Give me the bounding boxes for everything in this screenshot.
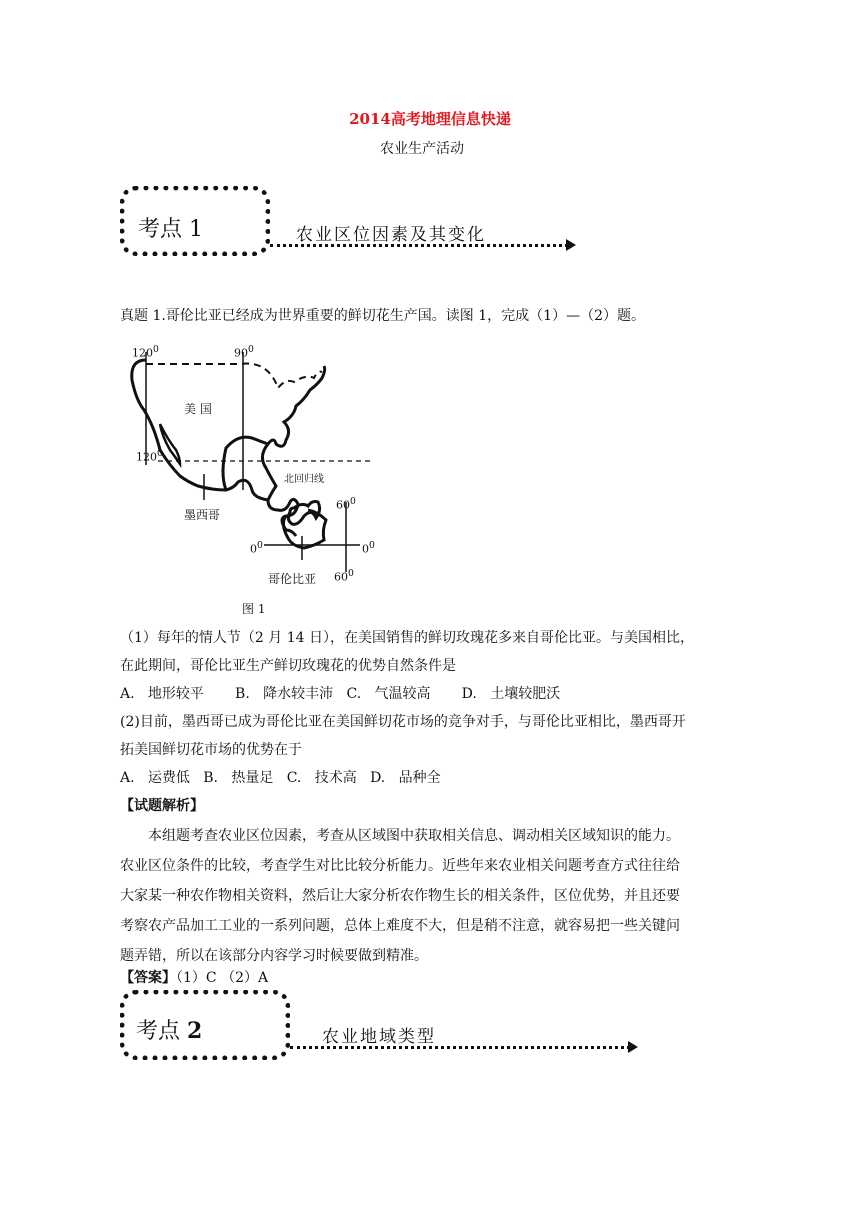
kaodian-2-label: [136, 1014, 202, 1045]
q2-options: A. 运费低 B. 热量足 C. 技术高 D. 品种全: [120, 770, 441, 786]
map-figure: [118, 340, 388, 600]
analysis-line-2: 农业区位条件的比较，考查学生对比比较分析能力。近些年来农业相关问题考查方式往往给: [120, 858, 680, 874]
q1-line-1: （1）每年的情人节（2 月 14 日），在美国销售的鲜切玫瑰花多来自哥伦比亚。与美国相比，: [120, 630, 694, 646]
kaodian-2-arrow-line: [290, 1046, 630, 1049]
kaodian-1-label-num: 1: [189, 217, 204, 242]
kaodian-2-arrow-head-icon: [628, 1041, 638, 1053]
page-subtitle: 农业生产活动: [380, 141, 464, 157]
answer-row: [120, 964, 268, 992]
kaodian-1-arrow-line: [270, 244, 568, 247]
q2-line-2: 拓美国鲜切花市场的优势在于: [120, 742, 302, 758]
q2-line-1: (2)目前，墨西哥已成为哥伦比亚在美国鲜切花市场的竞争对手，与哥伦比亚相比，墨西哥开: [120, 714, 686, 730]
analysis-line-1: 本组题考查农业区位因素，考查从区域图中获取相关信息、调动相关区域知识的能力。: [148, 828, 680, 844]
map-label-mexico: 墨西哥: [184, 508, 221, 522]
baja-california: [160, 424, 180, 464]
analysis-line-3: 大家某一种农作物相关资料，然后让大家分析农作物生长的相关条件，区位优势，并且还要: [120, 888, 680, 904]
map-label-0-left: $0^0$: [250, 540, 263, 556]
analysis-heading: 【试题解析】: [120, 798, 204, 814]
kaodian-1-arrow-head-icon: [566, 239, 576, 251]
kaodian-1-label-text: 考点: [138, 217, 183, 242]
map-label-120-top: $120^0$: [132, 344, 159, 360]
q1-options: A. 地形较平 B. 降水较丰沛 C. 气温较高 D. 土壤较肥沃: [120, 686, 561, 702]
analysis-line-5: 题弄错，所以在该部分内容学习时候要做到精准。: [120, 948, 428, 964]
q1-line-2: 在此期间，哥伦比亚生产鲜切玫瑰花的优势自然条件是: [120, 658, 456, 674]
map-label-tropic: 北回归线: [284, 474, 324, 485]
map-label-120-lat: $120^0$: [136, 448, 163, 464]
figure-caption: 图 1: [242, 602, 266, 616]
map-label-60-bottom: $60^0$: [334, 568, 354, 584]
kaodian-1-heading: 农业区位因素及其变化: [296, 225, 486, 245]
answer-value: （1）C （2）A: [176, 970, 269, 986]
map-label-0-right: $0^0$: [362, 540, 375, 556]
map-label-colombia: 哥伦比亚: [268, 572, 317, 586]
kaodian-1-label: [138, 212, 203, 243]
question-stem: 真题 1.哥伦比亚已经成为世界重要的鲜切花生产国。读图 1，完成（1）—（2）题。: [120, 308, 645, 324]
border-dashed: [146, 364, 322, 389]
kaodian-2-heading: 农业地域类型: [322, 1027, 436, 1047]
map-label-60-top: $60^0$: [336, 496, 356, 512]
central-america-outline: [268, 499, 298, 536]
kaodian-2-label-num: 2: [187, 1018, 203, 1044]
map-label-usa: 美 国: [184, 402, 212, 416]
answer-label: 【答案】: [120, 970, 176, 986]
kaodian-2-label-text: 考点: [136, 1019, 181, 1044]
map-label-90: $90^0$: [234, 344, 254, 360]
analysis-line-4: 考察农产品加工工业的一系列问题，总体上难度不大，但是稍不注意，就容易把一些关键问: [120, 918, 680, 934]
page-title: 2014高考地理信息快递: [349, 110, 511, 128]
